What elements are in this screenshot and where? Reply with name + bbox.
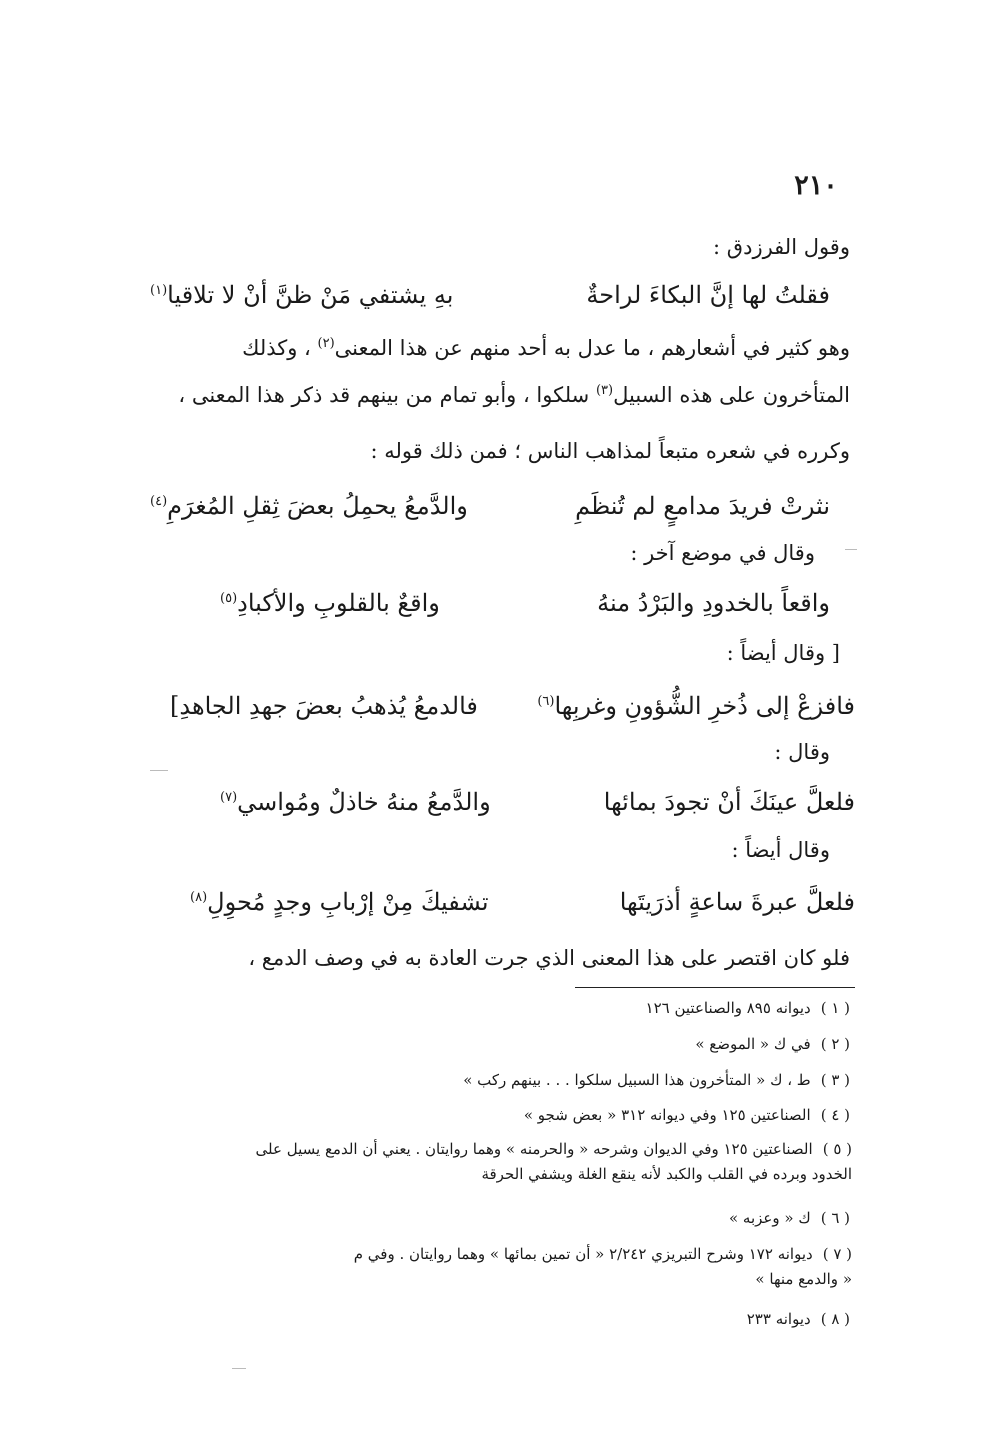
prose-line <box>731 835 830 865</box>
footnote-marker: (٤) <box>150 494 168 509</box>
page-number: ٢١٠ <box>794 170 838 201</box>
footnote-continuation <box>140 1163 852 1185</box>
verse-second-hemistich <box>150 275 453 315</box>
verse-text: تشفيكَ مِنْ إرْبابِ وجدٍ مُحوِلِ <box>207 888 489 916</box>
verse-text: فافزعْ إلى ذُخرِ الشُّؤونِ وغربِها <box>554 692 855 720</box>
footnote-number: ( ٨ ) <box>820 1310 850 1328</box>
prose-text: ، وكذلك <box>242 336 318 360</box>
footnote-text: في ك « الموضع » <box>695 1035 811 1053</box>
footnote-marker: (٢) <box>317 336 335 351</box>
footnote-text: ك « وعزبه » <box>728 1209 811 1227</box>
prose-line <box>727 638 840 668</box>
footnote-text: ط ، ك « المتأخرون هذا السبيل سلكوا . . . بينهم ركب » <box>463 1071 811 1089</box>
footnote-number: ( ٢ ) <box>820 1035 850 1053</box>
footnote-marker: (٥) <box>220 591 238 606</box>
verse-first-hemistich: فلعلَّ عبرةَ ساعةٍ أذرَيتَها <box>619 888 855 916</box>
verse-second-hemistich <box>150 486 468 526</box>
prose-line <box>150 333 850 363</box>
prose-text: وهو كثير في أشعارهم ، ما عدل به أحد منهم عن هذا المعنى <box>334 336 850 360</box>
footnote-marker: (٣) <box>595 383 614 398</box>
prose-line <box>774 737 830 767</box>
footnote-number: ( ١ ) <box>820 999 850 1017</box>
footnote-marker: (١) <box>150 283 168 298</box>
footnote <box>150 1033 850 1055</box>
prose-text: [ وقال أيضاً : <box>726 641 840 665</box>
verse-first-hemistich <box>537 686 855 726</box>
verse-text: والدَّمعُ منهُ خاذلٌ ومُواسي <box>237 788 491 816</box>
footnote-number: ( ٦ ) <box>820 1209 850 1227</box>
prose-text: سلكوا ، وأبو تمام من بينهم قد ذكر هذا المعنى ، <box>178 383 596 407</box>
verse-text: والدَّمعُ يحمِلُ بعضَ ثِقلِ المُغرَمِ <box>167 492 468 520</box>
prose-line <box>150 380 850 410</box>
scan-speck <box>232 1368 246 1369</box>
verse-first-hemistich: فقلتُ لها إنَّ البكاءَ لراحةٌ <box>586 281 830 309</box>
footnote <box>150 1207 850 1229</box>
prose-text: فلو كان اقتصر على هذا المعنى الذي جرت العادة به في وصف الدمع ، <box>248 946 850 970</box>
prose-text: وقال : <box>774 740 830 764</box>
verse-second-hemistich <box>220 782 491 822</box>
prose-text: المتأخرون على هذه السبيل <box>613 383 850 407</box>
footnote <box>140 1138 852 1160</box>
prose-line <box>630 538 815 568</box>
footnote <box>140 1243 852 1265</box>
footnote-separator <box>575 987 855 988</box>
footnote-text: ديوانه ١٧٢ وشرح التبريزي ٢/٢٤٢ « أن تمين بمائها » وهما روايتان . وفي م <box>353 1245 813 1263</box>
prose-line <box>150 436 850 466</box>
prose-line <box>150 943 850 973</box>
footnote-number: ( ٤ ) <box>820 1106 850 1124</box>
prose-text: وكرره في شعره متبعاً لمذاهب الناس ؛ فمن ذلك قوله : <box>370 439 850 463</box>
footnote-text: الصناعتين ١٢٥ وفي ديوانه ٣١٢ « بعض شجو » <box>523 1106 811 1124</box>
scan-speck <box>150 770 168 771</box>
footnote-marker: (٧) <box>220 790 238 805</box>
footnote-number: ( ٥ ) <box>822 1140 852 1158</box>
footnote-text: الخدود وبرده في القلب والكبد لأنه ينقع الغلة ويشفي الحرقة <box>481 1165 852 1183</box>
verse-first-hemistich: نثرتْ فريدَ مدامعٍ لم تُنظَمِ <box>575 492 830 520</box>
verse-line <box>150 275 850 315</box>
footnote <box>150 1308 850 1330</box>
footnote <box>150 997 850 1019</box>
verse-first-hemistich: فلعلَّ عينَكَ أنْ تجودَ بمائها <box>603 788 855 816</box>
footnote-continuation <box>140 1268 852 1290</box>
verse-second-hemistich <box>190 882 489 922</box>
verse-second-hemistich: فالدمعُ يُذهبُ بعضَ جهدِ الجاهدِ] <box>170 692 478 720</box>
footnote-marker: (٦) <box>537 694 555 709</box>
footnote-text: ديوانه ٢٣٣ <box>746 1310 811 1328</box>
verse-first-hemistich: واقعاً بالخدودِ والبَرْدُ منهُ <box>597 589 830 617</box>
footnote-number: ( ٧ ) <box>822 1245 852 1263</box>
verse-line <box>150 583 850 623</box>
verse-line <box>150 882 855 922</box>
prose-text: وقول الفرزدق : <box>713 235 850 259</box>
footnote-number: ( ٣ ) <box>820 1071 850 1089</box>
scan-speck <box>845 549 857 550</box>
footnote <box>150 1069 850 1091</box>
verse-text: واقعٌ بالقلوبِ والأكبادِ <box>237 589 440 617</box>
footnote-text: ديوانه ٨٩٥ والصناعتين ١٢٦ <box>645 999 811 1017</box>
footnote-marker: (٨) <box>190 890 208 905</box>
verse-line <box>150 486 850 526</box>
footnote-text: « والدمع منها » <box>755 1270 852 1288</box>
verse-second-hemistich <box>220 583 440 623</box>
prose-text: وقال في موضع آخر : <box>630 541 815 565</box>
verse-text: بهِ يشتفي مَنْ ظنَّ أنْ لا تلاقيا <box>167 281 454 309</box>
prose-line <box>150 232 850 262</box>
footnote <box>150 1104 850 1126</box>
verse-line <box>150 782 855 822</box>
prose-text: وقال أيضاً : <box>731 838 830 862</box>
verse-line <box>150 686 855 726</box>
footnote-text: الصناعتين ١٢٥ وفي الديوان وشرحه « والحرمنه » وهما روايتان . يعني أن الدمع يسيل على <box>255 1140 813 1158</box>
